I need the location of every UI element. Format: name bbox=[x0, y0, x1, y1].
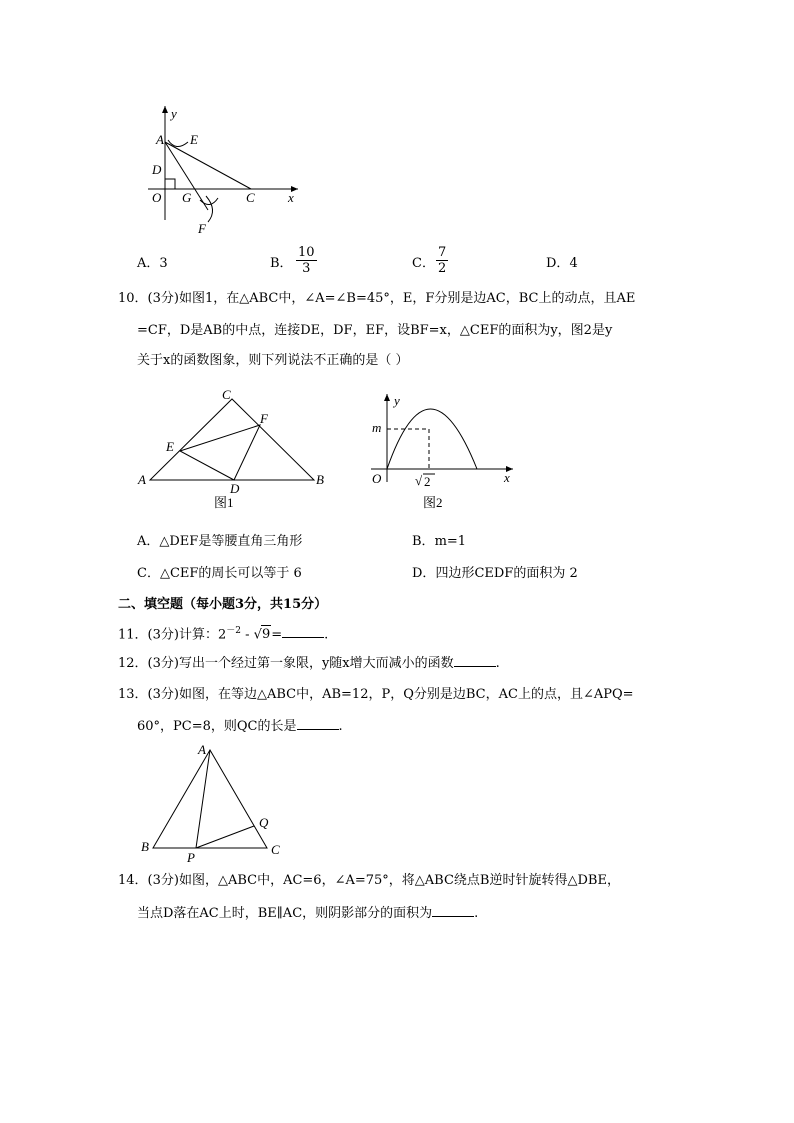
label-d: D bbox=[152, 162, 162, 177]
q13-period: . bbox=[338, 719, 343, 734]
label-y: y bbox=[171, 106, 177, 121]
q14-stem-line1: 14．(3分)如图，△ABC中，AC=6，∠A=75°，将△ABC绕点B逆时针旋转得△DBE， bbox=[118, 873, 620, 888]
option-text: m=1 bbox=[434, 534, 467, 549]
q9-option-c[interactable] bbox=[412, 252, 435, 271]
label-f: F bbox=[260, 411, 268, 426]
label-e: E bbox=[190, 132, 198, 147]
triangle-abc bbox=[153, 750, 267, 848]
q10-option-c[interactable] bbox=[137, 562, 302, 581]
label-o: O bbox=[372, 471, 382, 486]
q11-minus: - bbox=[240, 627, 254, 643]
option-letter: C． bbox=[137, 566, 160, 581]
q9-figure bbox=[138, 100, 318, 240]
q10-stem-line3: 关于x的函数图象，则下列说法不正确的是（ ） bbox=[137, 353, 409, 368]
label-a: A bbox=[138, 472, 146, 487]
q11-answer-blank[interactable] bbox=[282, 625, 324, 638]
option-letter: A． bbox=[137, 534, 160, 549]
triangle-def bbox=[180, 425, 260, 480]
segment-ac bbox=[165, 142, 251, 189]
q12-text: 12．(3分)写出一个经过第一象限，y随x增大而减小的函数 bbox=[118, 656, 454, 671]
option-letter: D． bbox=[412, 566, 436, 581]
label-x: x bbox=[288, 190, 294, 205]
label-e: E bbox=[166, 439, 174, 454]
segment-pq bbox=[196, 826, 254, 848]
caption-fig2: 图2 bbox=[423, 495, 443, 510]
label-x: x bbox=[504, 470, 510, 485]
triangle-abc bbox=[150, 399, 314, 480]
q11-equals: = bbox=[271, 627, 283, 643]
label-a: A bbox=[198, 742, 206, 757]
label-q: Q bbox=[259, 815, 269, 830]
q12-period: . bbox=[495, 656, 500, 671]
option-text: △CEF的周长可以等于 6 bbox=[159, 566, 302, 581]
label-a: A bbox=[156, 132, 164, 147]
label-d: D bbox=[230, 481, 240, 496]
q9-option-a[interactable] bbox=[137, 252, 168, 271]
q11-prefix: 11．(3分)计算：2 bbox=[118, 627, 227, 643]
q13-stem-line1: 13．(3分)如图，在等边△ABC中，AB=12，P，Q分别是边BC，AC上的点，且∠APQ= bbox=[118, 687, 634, 702]
segment-ap bbox=[196, 750, 210, 848]
q10-option-a[interactable] bbox=[137, 530, 302, 549]
option-text: 3 bbox=[159, 256, 168, 271]
label-c: C bbox=[271, 842, 280, 857]
q11-radicand: 9 bbox=[261, 627, 271, 643]
q9-option-c-fraction bbox=[436, 245, 448, 276]
label-g: G bbox=[182, 190, 192, 205]
label-o: O bbox=[152, 190, 162, 205]
q12-answer-blank[interactable] bbox=[454, 654, 496, 667]
q10-figure2 bbox=[365, 390, 525, 515]
q10-option-d[interactable] bbox=[412, 562, 578, 581]
label-c: C bbox=[246, 190, 255, 205]
q14-stem-line2 bbox=[137, 904, 478, 923]
label-b: B bbox=[316, 472, 324, 487]
sqrt-icon: √ bbox=[253, 627, 262, 643]
parabola bbox=[387, 409, 477, 469]
option-letter: C． bbox=[412, 256, 435, 271]
q14-period: . bbox=[474, 906, 479, 921]
q10-stem-line2: =CF，D是AB的中点，连接DE，DF，EF，设BF=x，△CEF的面积为y，图2是y bbox=[137, 323, 613, 338]
option-letter: D． bbox=[546, 256, 570, 271]
option-text: 4 bbox=[569, 256, 578, 271]
caption-fig1: 图1 bbox=[214, 495, 234, 510]
q10-stem-line1: 10．(3分)如图1，在△ABC中，∠A=∠B=45°，E，F分别是边AC，BC上的动点，且AE bbox=[118, 291, 636, 306]
option-letter: B． bbox=[270, 256, 293, 271]
q9-option-b-fraction bbox=[296, 245, 317, 276]
option-letter: B． bbox=[412, 534, 435, 549]
option-text: 四边形CEDF的面积为 2 bbox=[435, 566, 578, 581]
q13-answer-blank[interactable] bbox=[297, 717, 339, 730]
q13-stem-line2 bbox=[137, 717, 343, 736]
q10-figure1 bbox=[136, 385, 336, 515]
q13-text: 60°，PC=8，则QC的长是 bbox=[137, 719, 297, 734]
sqrt-symbol: √ bbox=[415, 473, 423, 488]
label-c: C bbox=[222, 387, 231, 402]
q14-text: 当点D落在AC上时，BE∥AC，则阴影部分的面积为 bbox=[137, 906, 433, 921]
q13-figure bbox=[138, 738, 288, 864]
denominator: 3 bbox=[302, 261, 311, 276]
label-y: y bbox=[394, 393, 400, 408]
q11-exponent: －2 bbox=[226, 626, 241, 636]
q9-option-d[interactable] bbox=[546, 252, 578, 271]
label-b: B bbox=[141, 839, 149, 854]
numerator: 7 bbox=[438, 245, 447, 260]
q11-period: . bbox=[324, 627, 329, 643]
label-root: 2 bbox=[424, 474, 431, 489]
section-title: 二、填空题（每小题3分，共15分） bbox=[118, 597, 328, 612]
q14-answer-blank[interactable] bbox=[432, 904, 474, 917]
option-letter: A． bbox=[137, 256, 160, 271]
denominator: 2 bbox=[438, 261, 447, 276]
label-p: P bbox=[187, 850, 195, 864]
q12 bbox=[118, 654, 500, 673]
q10-option-b[interactable] bbox=[412, 530, 466, 549]
option-text: △DEF是等腰直角三角形 bbox=[159, 534, 303, 549]
label-m: m bbox=[372, 420, 382, 435]
q11 bbox=[118, 622, 328, 644]
q9-option-b[interactable] bbox=[270, 252, 293, 271]
right-angle-mark bbox=[165, 179, 175, 189]
numerator: 10 bbox=[298, 245, 315, 260]
label-f: F bbox=[198, 221, 206, 236]
